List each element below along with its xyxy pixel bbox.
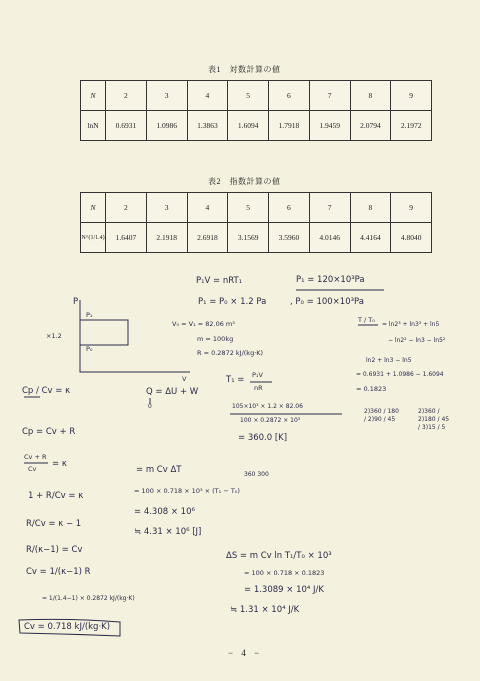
- table1-n-cell: 3: [146, 81, 187, 111]
- table1-n-cell: 2: [106, 81, 147, 111]
- pv-graph-axes: [80, 300, 190, 372]
- table1-ln-cell: 2.0794: [350, 111, 391, 141]
- p1-definition: P₁ = P₀ × 1.2 Pa: [198, 297, 267, 307]
- table2-n-cell: 9: [391, 193, 432, 223]
- graph-factor: ×1.2: [46, 332, 62, 340]
- table1-n-cell: 8: [350, 81, 391, 111]
- ln-numeric: = 0.6931 + 1.0986 − 1.6094: [356, 371, 444, 378]
- table2-exp-cell: 2.6918: [187, 223, 228, 253]
- ln-result: = 0.1823: [356, 385, 387, 393]
- ratio-right: − ln2² − ln3 − ln5²: [388, 337, 446, 344]
- cv-substitution: = 1/(1.4−1) × 0.2872 kJ/(kg·K): [42, 595, 135, 602]
- ratio-fraction: T / T₀: [358, 316, 375, 324]
- q-work-zero: 0: [148, 403, 152, 410]
- entropy-equation: ΔS = m Cv ln T₁/T₀ × 10³: [226, 551, 332, 561]
- table1-n-cell: 4: [187, 81, 228, 111]
- table2-n-cell: 2: [106, 193, 147, 223]
- graph-axis-v: V: [182, 375, 187, 383]
- table2-exp-cell: 4.8040: [391, 223, 432, 253]
- q-value: = 4.308 × 10⁶: [134, 507, 195, 517]
- ratio-rhs: = ln2³ + ln3³ + ln5: [382, 321, 440, 328]
- table2-n-cell: 7: [309, 193, 350, 223]
- table2-exp-cell: 1.6407: [106, 223, 147, 253]
- table2-n-cell: 5: [228, 193, 269, 223]
- r-over-cv: R/Cv = κ − 1: [26, 519, 82, 529]
- q-final: ≒ 4.31 × 10⁶ [J]: [134, 527, 202, 537]
- table1-n-cell: 5: [228, 81, 269, 111]
- cvr-denominator: Cv: [28, 465, 37, 473]
- q-equation: Q = ΔU + W: [146, 387, 199, 397]
- table2-n-cell: 4: [187, 193, 228, 223]
- table1-caption: 表1 対数計算の値: [208, 65, 281, 74]
- table1-ln-cell: 1.3863: [187, 111, 228, 141]
- p1-given: P₁ = 120×10³Pa: [296, 275, 365, 285]
- table2-n-cell: 3: [146, 193, 187, 223]
- table1-ln-cell: 2.1972: [391, 111, 432, 141]
- table2-n-cell: 6: [269, 193, 310, 223]
- table1-n-cell: 7: [309, 81, 350, 111]
- t1-denominator: nR: [254, 384, 263, 392]
- table1-n-cell: 6: [269, 81, 310, 111]
- table1-ln-header: lnN: [81, 111, 106, 141]
- mass-definition: m = 100kg: [197, 335, 234, 343]
- ln-sum: ln2 + ln3 − ln5: [366, 357, 412, 364]
- cv-result: Cv = 0.718 kJ/(kg·K): [24, 622, 111, 632]
- t1-result: = 360.0 [K]: [238, 433, 288, 443]
- v0-definition: V₀ = V₁ = 82.06 m³: [172, 320, 235, 328]
- table1-ln-cell: 1.7918: [269, 111, 310, 141]
- t1-numerator: P₁V: [252, 371, 263, 379]
- q-substitution: = 100 × 0.718 × 10³ × (T₁ − T₀): [134, 487, 240, 495]
- entropy-value: = 1.3089 × 10⁴ J/K: [244, 585, 324, 595]
- table2-exp-cell: 4.4164: [350, 223, 391, 253]
- r-over-k1: R/(κ−1) = Cv: [26, 545, 83, 555]
- division-scratch-1: 2)360 / 180 / 2)90 / 45: [364, 408, 399, 423]
- cvr-numerator: Cv + R: [24, 453, 47, 461]
- table2-n-header: N: [81, 193, 106, 223]
- temperature-values: 360 300: [244, 471, 269, 478]
- cv-equation: Cv = 1/(κ−1) R: [26, 567, 91, 577]
- table2-exp-cell: 2.1918: [146, 223, 187, 253]
- cvr-rhs: = κ: [52, 459, 67, 469]
- p0-definition: , P₀ = 100×10³Pa: [290, 297, 364, 307]
- one-plus-ratio: 1 + R/Cv = κ: [28, 491, 84, 501]
- t1-sub-denominator: 100 × 0.2872 × 10³: [240, 417, 301, 424]
- gas-constant: R = 0.2872 kJ/(kg·K): [197, 349, 264, 357]
- table2-exp-cell: 3.1569: [228, 223, 269, 253]
- table2-exp-cell: 4.0146: [309, 223, 350, 253]
- entropy-final: ≒ 1.31 × 10⁴ J/K: [230, 605, 300, 615]
- pv-graph-process-lines: [80, 320, 128, 345]
- cp-equation: Cp = Cv + R: [22, 427, 76, 437]
- graph-p0-label: P₀: [86, 345, 93, 353]
- table1-n-header: N: [81, 81, 106, 111]
- table1-ln-cell: 1.0986: [146, 111, 187, 141]
- graph-axis-p: P: [73, 297, 79, 307]
- table2-n-cell: 8: [350, 193, 391, 223]
- entropy-substitution: = 100 × 0.718 × 0.1823: [244, 569, 325, 577]
- table1-ln-cell: 1.6094: [228, 111, 269, 141]
- table2-exp-cell: 3.5960: [269, 223, 310, 253]
- cp-cv-ratio: Cp / Cv = κ: [22, 386, 71, 396]
- table2-exp-header: N^(1/1.4): [81, 223, 106, 253]
- page-number: − 4 −: [228, 648, 263, 658]
- table2-caption: 表2 指数計算の値: [208, 177, 281, 186]
- division-scratch-2: 2)360 / 2)180 / 45 / 3)15 / 5: [418, 408, 450, 431]
- table1-ln-cell: 1.9459: [309, 111, 350, 141]
- table1-ln-cell: 0.6931: [106, 111, 147, 141]
- t1-sub-numerator: 105×10³ × 1.2 × 82.06: [232, 403, 303, 410]
- table1-n-cell: 9: [391, 81, 432, 111]
- t1-label: T₁ =: [226, 375, 245, 385]
- q-heat-capacity: = m Cv ΔT: [136, 465, 182, 475]
- graph-p1-label: P₁: [86, 311, 93, 319]
- pv-equation: P₁V = nRT₁: [196, 276, 243, 286]
